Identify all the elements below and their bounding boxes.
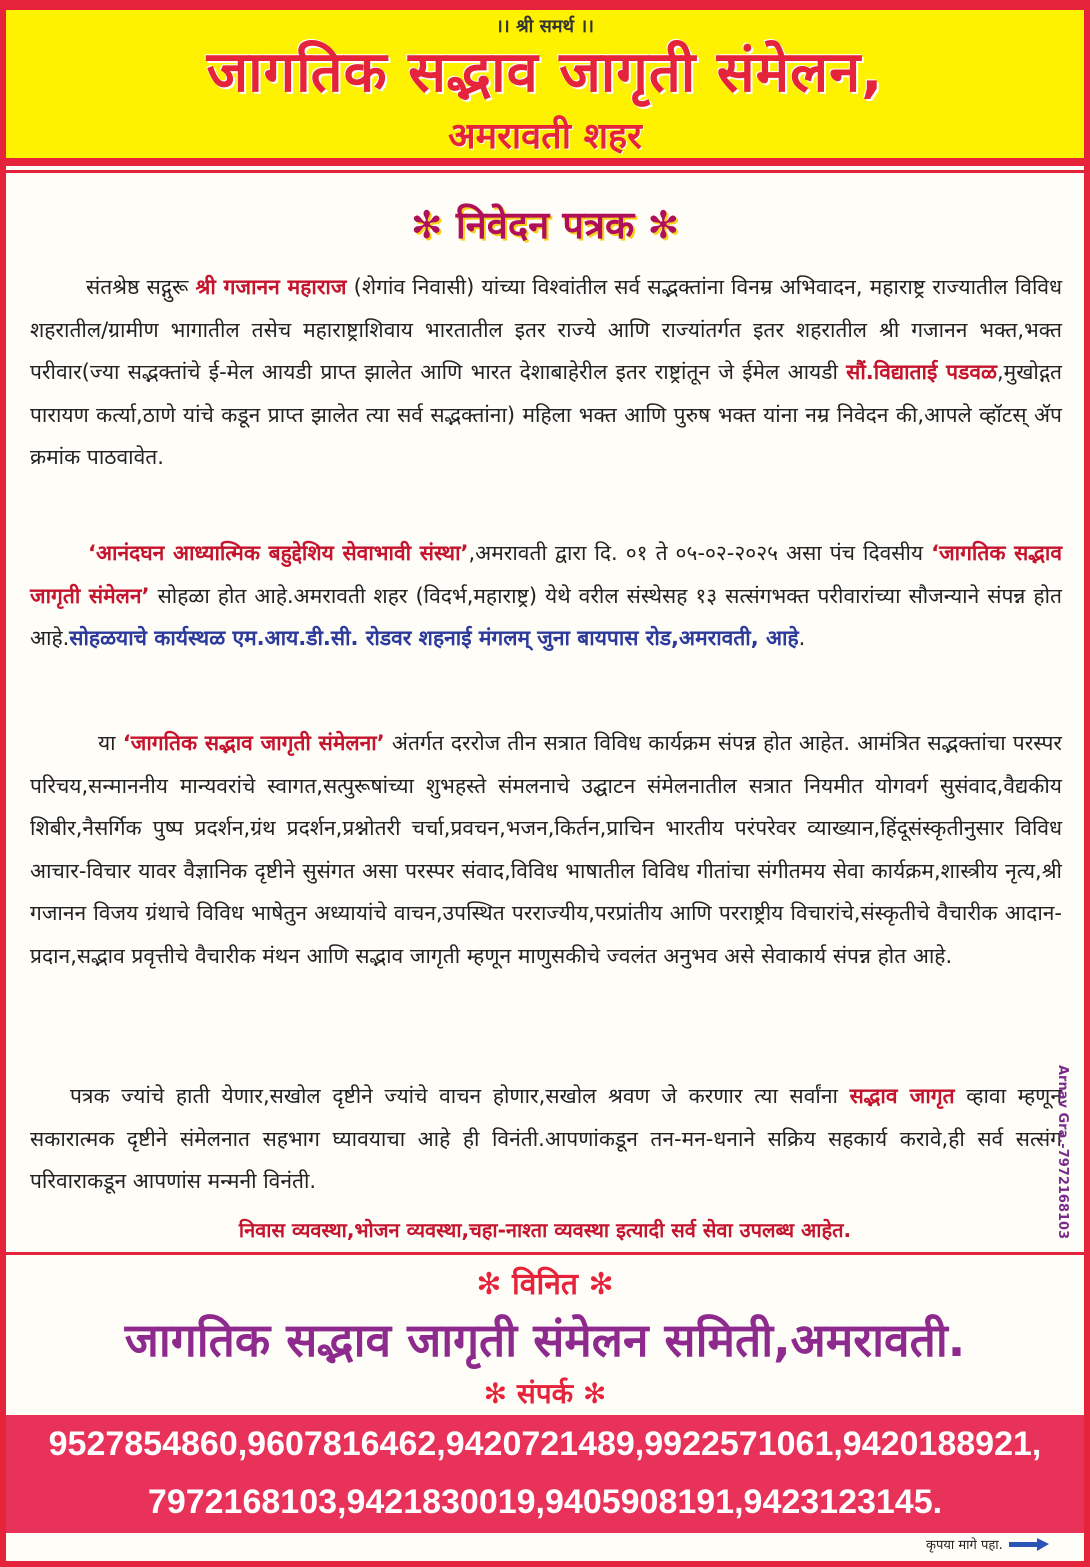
p1-text-a: संतश्रेष्ठ सद्गुरू — [86, 275, 196, 299]
p1-text-c: (शेगांव निवासी) यांच्या विश्वांतील सर्व सद्भक्तांना विनम्र अभिवादन, महाराष्ट्र राज्यातील विविध शहरातील/ग्रामीण भागातील तसेच महाराष्ट्राशिवाय भारतातील इतर राज्ये आणि राज्यांतर्गत इतर शहरातील श्री गजानन भक्त,भक्त परीवार(ज्या सद्भक्तांचे ई-मेल आयडी प्राप्त झालेत आणि भारत देशाबाहेरील इतर राष्ट्रांतून जे ईमेल आयडी — [30, 275, 1063, 384]
p2-text-b: ,अमरावती द्वारा दि. ०१ ते ०५-०२-२०२५ असा पंच दिवसीय — [468, 541, 932, 565]
blessing-text: ।। श्री समर्थ ।। — [496, 16, 594, 37]
flower-icon: ✻ — [483, 1377, 508, 1410]
designer-credit-text: Arnav Gra.-7972168103 — [1055, 1065, 1070, 1240]
flower-icon: ✻ — [647, 203, 680, 247]
p1-highlight-name: श्री गजानन महाराज — [195, 275, 347, 299]
flower-icon: ✻ — [582, 1377, 607, 1410]
p2-event-name: ‘जागतिक सद्भाव जागृती संमेलन’ — [30, 541, 1062, 608]
header-top-line — [6, 6, 1084, 10]
contact-heading — [0, 1374, 1090, 1412]
p4-text-a: पत्रक ज्यांचे हाती येणार,सखोल दृष्टीने ज्यांचे वाचन होणार,सखोल श्रवण जे करणार त्या सर्वांना — [70, 1084, 850, 1108]
facilities-note: निवास व्यवस्था,भोजन व्यवस्था,चहा-नाश्ता व्यवस्था इत्यादी सर्व सेवा उपलब्ध आहेत. — [238, 1218, 852, 1242]
designer-credit — [1046, 1065, 1076, 1245]
sub-title: अमरावती शहर — [448, 116, 642, 157]
p2-venue: सोहळयाचे कार्यस्थळ एम.आय.डी.सी. रोडवर शहनाई मंगलम् जुना बायपास रोड,अमरावती, आहे — [69, 626, 799, 650]
paragraph-program — [30, 722, 1062, 977]
p3-event-name: ‘जागतिक सद्भाव जागृती संमेलना’ — [122, 731, 385, 755]
p1-text-e: ,मुखोद्गत पारायण कर्त्या,ठाणे यांचे कडून प्राप्त झालेत त्या सर्व सद्भक्तांना) महिला भक्त आणि पुरुष भक्त यांना नम्र निवेदन की,आपले व्हॉटस् ॲप क्रमांक पाठवावेत. — [30, 360, 1062, 469]
p2-text-d: सोहळा होत आहे.अमरावती शहर (विदर्भ,महाराष्ट्र) येथे वरील संस्थेसह १३ सत्संगभक्त परीवारांच्या सौजन्याने संपन्न होत आहे. — [30, 583, 1062, 650]
phone-numbers-line-1: 9527854860,9607816462,9420721489,9922571061,9420188921, — [48, 1425, 1042, 1463]
p3-text-c: अंतर्गत दररोज तीन सत्रात विविध कार्यक्रम संपन्न होत आहेत. आमंत्रित सद्भक्तांचा परस्पर परिचय,सन्माननीय मान्यवरांचे स्वागत,सत्पुरूषांच्या शुभहस्ते संमलनाचे उद्घाटन संमेलनातील सत्रात नियमीत योगवर्ग सुसंवाद,वैद्यकीय शिबीर,नैसर्गिक पुष्प प्रदर्शन,ग्रंथ प्रदर्शन,प्रश्नोतरी चर्चा,प्रवचन,भजन,किर्तन,प्राचिन भारतीय परंपरेवर व्याख्यान,हिंदूसंस्कृतीनुसार विविध आचार-विचार यावर वैज्ञानिक दृष्टीने सुसंगत असा परस्पर संवाद,विविध भाषातील विविध गीतांचा संगीतमय सेवा कार्यक्रम,शास्त्रीय नृत्य,श्री गजानन विजय ग्रंथाचे विविध भाषेतुन अध्यायांचे वाचन,उपस्थित परराज्यीय,परप्रांतीय आणि परराष्ट्रीय विचारांचे,संस्कृतीचे वैचारीक आदान-प्रदान,सद्भाव प्रवृत्तीचे वैचारीक मंथन आणि सद्भाव जागृती म्हणून माणुसकीचे ज्वलंत अनुभव असे सेवाकार्य संपन्न होत आहे. — [30, 731, 1062, 968]
p1-highlight-person: सौं.विद्याताई पडवळ — [846, 360, 997, 384]
header-divider-thin — [6, 170, 1084, 173]
p3-text-a: या — [98, 731, 123, 755]
header-divider — [6, 158, 1084, 166]
notice-heading-label: निवेदन पत्रक — [455, 203, 635, 247]
phone-numbers-line-2: 7972168103,9421830019,9405908191,9423123145. — [147, 1483, 943, 1521]
vinit-heading — [0, 1262, 1090, 1303]
p4-text-c: व्हावा म्हणून सकारात्मक दृष्टीने संमेलनात सहभाग घ्यावयाचा आहे ही विनंती.आपणांकडून तन-मन-धनाने सक्रिय सहकार्य करावे,ही सर्व सत्संग परिवाराकडून आपणांस मन्मनी विनंती. — [30, 1084, 1062, 1193]
please-turn-over — [926, 1535, 1049, 1553]
p4-highlight: सद्भाव जागृत — [849, 1084, 955, 1108]
flower-icon: ✻ — [588, 1267, 614, 1302]
committee-name: जागतिक सद्भाव जागृती संमेलन समिती,अमरावती. — [124, 1313, 966, 1367]
paragraph-appeal — [30, 1075, 1062, 1203]
contact-band — [6, 1415, 1084, 1533]
notice-heading-text — [411, 198, 679, 250]
p2-text-f: . — [798, 626, 806, 650]
p2-organization: ‘आनंदघन आध्यात्मिक बहुद्देशिय सेवाभावी संस्था’ — [88, 541, 469, 565]
flower-icon: ✻ — [410, 203, 443, 247]
contact-label: संपर्क — [516, 1377, 574, 1410]
vinit-label: विनित — [512, 1267, 578, 1302]
paragraph-event — [30, 532, 1062, 660]
pto-text: कृपया मागे पहा. — [926, 1538, 1003, 1553]
flower-icon: ✻ — [476, 1267, 502, 1302]
footer-divider — [6, 1252, 1084, 1255]
main-title: जागतिक सद्भाव जागृती संमेलन, — [206, 40, 884, 105]
arrow-right-icon — [1009, 1538, 1049, 1550]
header-banner — [6, 6, 1084, 158]
notice-heading — [0, 198, 1090, 250]
paragraph-greeting — [30, 266, 1062, 479]
